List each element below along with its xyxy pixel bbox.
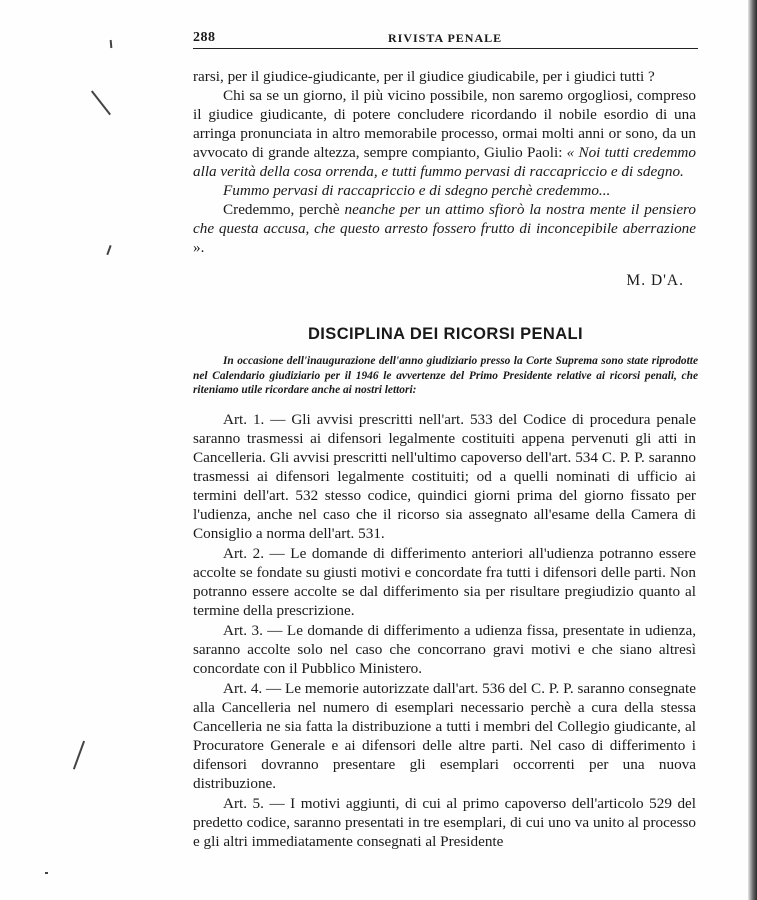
quote-attribution: Giulio Paoli: bbox=[483, 144, 567, 161]
article-conclusion bbox=[193, 67, 696, 257]
paragraph: Fummo pervasi di raccapriccio e di sdegno perchè credemmo... bbox=[223, 182, 611, 199]
paragraph-lead: Credemmo, perchè bbox=[223, 201, 345, 218]
paragraph-lead: Chi sa se un giorno, il più vicino possibile, non saremo orgogliosi, compreso il giudice giudicante, di potere concludere ricordando il nobile esordio di una arringa pronunciata in altro memorabile processo, ormai molti anni or sono, da un avvocato di grande altezza, sempre compianto, bbox=[193, 87, 696, 161]
running-head: RIVISTA PENALE bbox=[388, 31, 503, 45]
article-paragraph: Art. 4. — Le memorie autorizzate dall'art. 536 del C. P. P. saranno consegnate alla Cancelleria nel numero di esemplari necessario perchè a cura della stessa Cancelleria ne sia fatta la distribuzione a tutti i membri del Collegio giudicante, al Procuratore Generale e ai difensori delle altre parti. Nel caso di differimento i difensori dovranno presentare gli esemplari occorrenti per una nuova distribuzione. bbox=[193, 680, 696, 792]
paragraph: rarsi, per il giudice-giudicante, per il giudice giudicabile, per i giudici tutti ? bbox=[193, 68, 655, 85]
article-paragraph: Art. 2. — Le domande di differimento anteriori all'udienza potranno essere accolte se fondate su giusti motivi e concordate fra tutti i difensori delle parti. Non potranno essere accolte se dal differimento sia per risultare pregiudizio quanto al termine della prescrizione. bbox=[193, 545, 696, 619]
quote-text: neanche per un attimo sfiorò la nostra mente il pensiero che questa accusa, che questo arresto fossero frutto di inconcepibile aberrazione bbox=[193, 201, 696, 237]
quote-text: « Noi tutti credemmo alla verità della cosa orrenda, e tutti fummo pervasi di raccapriccio e di sdegno. bbox=[193, 144, 696, 180]
article-paragraph: Art. 3. — Le domande di differimento a udienza fissa, presentate in udienza, saranno accolte solo nel caso che concorrano gravi motivi e che siano altresì concordate con il Pubblico Ministero. bbox=[193, 622, 696, 677]
section-title: DISCIPLINA DEI RICORSI PENALI bbox=[307, 325, 583, 343]
articles-list bbox=[193, 410, 696, 852]
paragraph bbox=[193, 200, 696, 257]
paragraph-tail: ». bbox=[193, 239, 205, 256]
page-header bbox=[193, 30, 698, 49]
section-intro: In occasione dell'inaugurazione dell'anno giudiziario presso la Corte Suprema sono state riprodotte nel Calendario giudiziario per il 1946 le avvertenze del Primo Presidente relative ai ricorsi penali, che riteniamo utile ricordare anche ai nostri lettori: bbox=[193, 355, 698, 396]
author-signature: M. D'A. bbox=[626, 272, 684, 289]
article-paragraph: Art. 5. — I motivi aggiunti, di cui al primo capoverso dell'articolo 529 del predetto codice, saranno presentati in tre esemplari, di cui uno va unito al processo e gli altri immediatamente consegnati al Presidente bbox=[193, 795, 696, 850]
page-number: 288 bbox=[193, 30, 216, 45]
article-paragraph: Art. 1. — Gli avvisi prescritti nell'art. 533 del Codice di procedura penale saranno trasmessi ai difensori legalmente costituiti appena pervenuti gli atti in Cancelleria. Gli avvisi prescritti nell'ultimo capoverso dell'art. 534 C. P. P. saranno trasmessi ai difensori legalmente costituiti; od a quelli nominati di ufficio ai termini dell'art. 532 stesso codice, quindici giorni prima del giorno fissato per l'udienza, anche nel caso che il ricorso sia assegnato all'esame della Camera di Consiglio a norma dell'art. 531. bbox=[193, 411, 696, 542]
paragraph bbox=[193, 86, 696, 181]
book-binding-edge bbox=[748, 0, 757, 900]
